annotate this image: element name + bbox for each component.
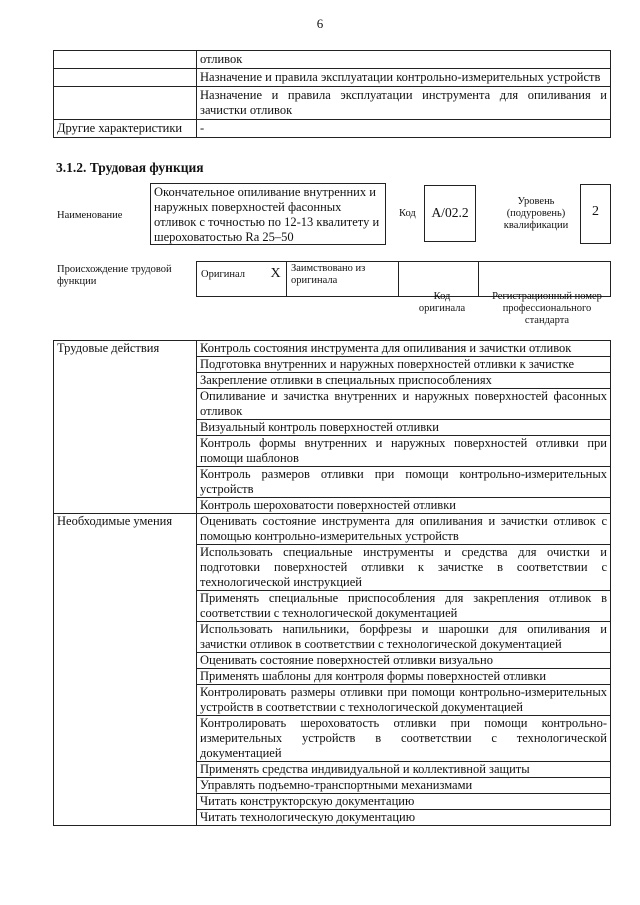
table-cell: Назначение и правила эксплуатации инструмента для опиливания и зачистки отливок [197, 87, 611, 120]
row-group-label: Необходимые умения [54, 514, 197, 826]
code-box: А/02.2 [424, 185, 476, 242]
labor-function-table [53, 340, 611, 826]
origin-label: Происхождение трудовой функции [57, 264, 172, 287]
table-cell: - [197, 120, 611, 138]
table-cell: Применять средства индивидуальной и коллективной защиты [197, 762, 611, 778]
table-cell: Применять специальные приспособления для закрепления отливок в соответствии с технологической документацией [197, 591, 611, 622]
table-cell: Управлять подъемно-транспортными механизмами [197, 778, 611, 794]
table-row [54, 87, 611, 120]
table-cell: Применять шаблоны для контроля формы поверхностей отливки [197, 669, 611, 685]
table-row [54, 69, 611, 87]
table-cell: отливок [197, 51, 611, 69]
table-cell: Закрепление отливки в специальных приспособлениях [197, 373, 611, 389]
table-cell: Назначение и правила эксплуатации контрольно-измерительных устройств [197, 69, 611, 87]
original-mark: X [267, 262, 287, 297]
code-label: Код [399, 208, 416, 219]
table-cell: Читать конструкторскую документацию [197, 794, 611, 810]
table-cell: Использовать специальные инструменты и средства для очистки и подготовки поверхностей отливки к зачистке в соответствии с технологической инструкцией [197, 545, 611, 591]
table-row [54, 341, 611, 357]
table-cell: Контроль формы внутренних и наружных поверхностей отливки при помощи шаблонов [197, 436, 611, 467]
table-cell: Контролировать шероховатость отливки при помощи контрольно-измерительных устройств в соответствии с технологической документацией [197, 716, 611, 762]
section-title: 3.1.2. Трудовая функция [56, 160, 204, 175]
table-cell [54, 51, 197, 69]
row-group-label: Трудовые действия [54, 341, 197, 514]
table-cell: Контроль размеров отливки при помощи контрольно-измерительных устройств [197, 467, 611, 498]
table-row [54, 51, 611, 69]
table-cell [54, 87, 197, 120]
name-label: Наименование [57, 210, 123, 221]
table-cell: Оценивать состояние поверхностей отливки визуально [197, 653, 611, 669]
borrowed-label: Заимствовано из оригинала [287, 262, 399, 297]
level-label: Уровень (подуровень) квалификации [503, 196, 569, 231]
table-cell: Контроль состояния инструмента для опиливания и зачистки отливок [197, 341, 611, 357]
table-cell: Контроль шероховатости поверхностей отливки [197, 498, 611, 514]
table-cell: Визуальный контроль поверхностей отливки [197, 420, 611, 436]
table-cell: Контролировать размеры отливки при помощи контрольно-измерительных устройств в соответствии с технологической документацией [197, 685, 611, 716]
table-row [54, 514, 611, 545]
page-number: 6 [316, 16, 324, 31]
table-cell: Опиливание и зачистка внутренних и наружных поверхностей фасонных отливок [197, 389, 611, 420]
table-cell: Оценивать состояние инструмента для опиливания и зачистки отливок с помощью контрольно-измерительных устройств [197, 514, 611, 545]
table-cell: Подготовка внутренних и наружных поверхностей отливки к зачистке [197, 357, 611, 373]
table-cell [54, 69, 197, 87]
original-label: Оригинал [197, 262, 267, 297]
registration-number-label: Регистрационный номер профессионального стандарта [492, 291, 602, 326]
characteristics-table [53, 50, 611, 138]
function-name-box: Окончательное опиливание внутренних и наружных поверхностей фасонных отливок с точностью по 12-13 квалитету и шероховатостью Ra 25–50 [150, 183, 386, 245]
origin-code-label: Код оригинала [418, 291, 466, 314]
table-cell: Читать технологическую документацию [197, 810, 611, 826]
table-row [54, 120, 611, 138]
table-cell: Использовать напильники, борфрезы и шарошки для опиливания и зачистки отливок в соответствии с технологической документацией [197, 622, 611, 653]
level-box: 2 [580, 184, 611, 244]
table-cell: Другие характеристики [54, 120, 197, 138]
